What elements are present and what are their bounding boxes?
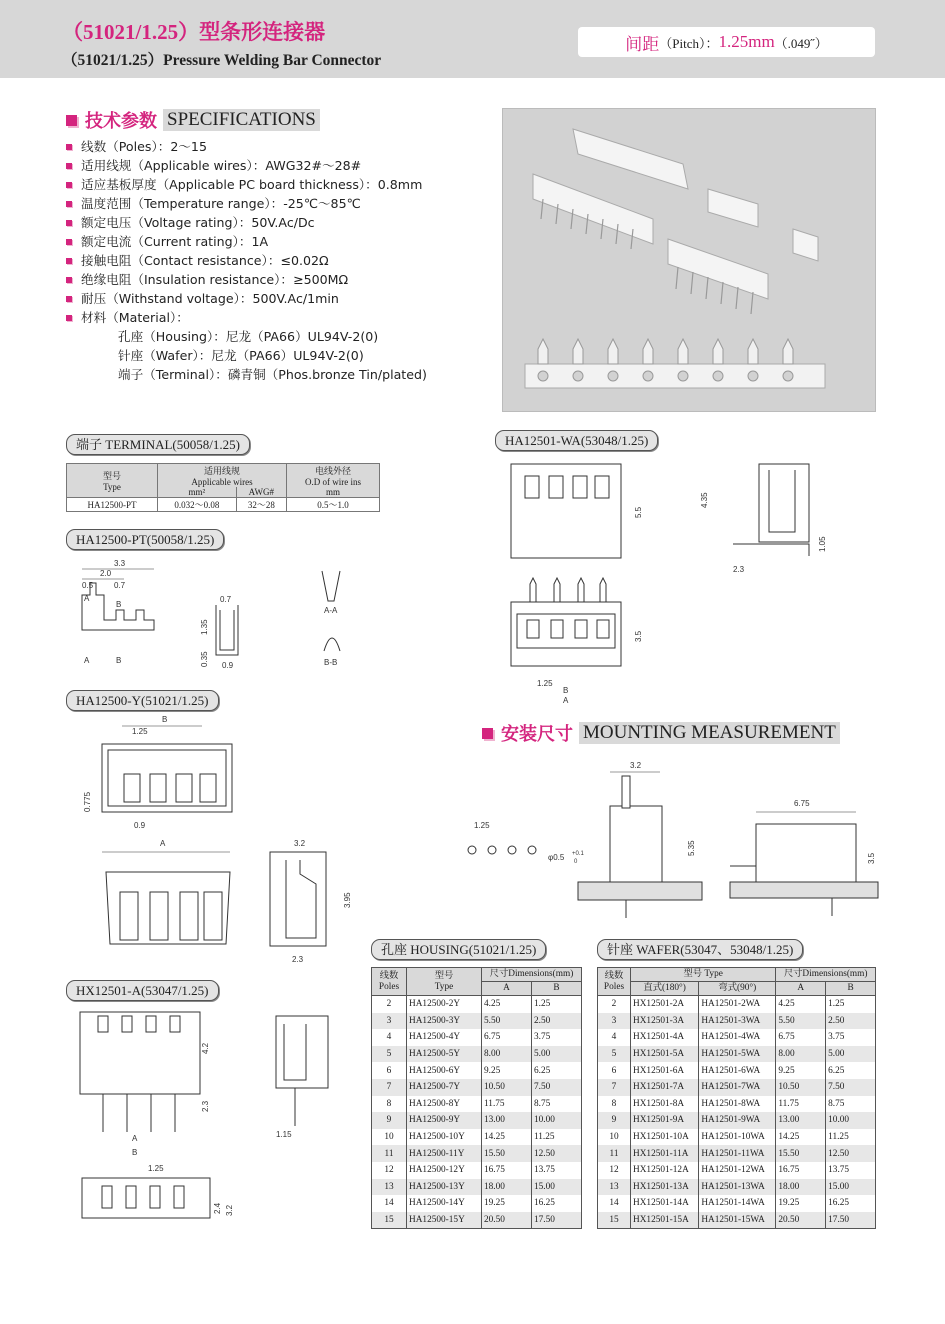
table-cell: HA12501-15WA — [699, 1212, 776, 1229]
th-type-en: Type — [434, 981, 454, 992]
spec-item — [66, 251, 427, 270]
th-poles-en: Poles — [378, 981, 400, 992]
spec-item — [66, 137, 427, 156]
td-mm: 0.032～0.08 — [158, 498, 237, 512]
dim-y-0-775: 0.775 — [83, 791, 92, 812]
td-od: 0.5～1.0 — [287, 498, 380, 512]
th-poles-cn: 线数 — [604, 970, 624, 981]
table-row — [372, 1013, 582, 1030]
table-cell: 10 — [598, 1129, 631, 1146]
th-type-cn: 型号 — [434, 970, 454, 981]
table-cell: HX12501-3A — [631, 1013, 699, 1030]
mounting-title-cn: 安装尺寸 — [501, 724, 573, 744]
spec-item — [66, 213, 427, 232]
dim-y-b: B — [162, 715, 168, 724]
table-cell: 5 — [372, 1046, 407, 1063]
table-cell: HA12500-8Y — [407, 1096, 482, 1113]
dim-pt-0-9: 0.9 — [222, 661, 234, 670]
table-row — [372, 1212, 582, 1229]
material-item: 端子（Terminal）：磷青铜（Phos.bronze Tin/plated) — [118, 367, 427, 382]
table-row — [598, 1179, 876, 1196]
spec-item — [66, 232, 427, 251]
table-cell: HA12500-9Y — [407, 1112, 482, 1129]
dim-wa-2-3: 2.3 — [733, 565, 745, 574]
th-od-cn: 电线外径 — [314, 466, 351, 476]
table-cell: 11.75 — [776, 1096, 826, 1113]
table-cell: HX12501-11A — [631, 1145, 699, 1162]
wafer-table-body — [598, 996, 876, 1229]
table-row — [598, 1112, 876, 1129]
table-cell: HA12500-15Y — [407, 1212, 482, 1229]
table-cell: 13 — [372, 1179, 407, 1196]
th-wire-en: Applicable wires — [191, 477, 253, 487]
dim-a-b: B — [132, 1148, 138, 1157]
table-cell: 19.25 — [482, 1195, 532, 1212]
table-row — [372, 1062, 582, 1079]
spec-item — [66, 194, 427, 213]
table-cell: 20.50 — [482, 1212, 532, 1229]
th-od-mm: mm — [287, 487, 380, 498]
table-cell: 10 — [372, 1129, 407, 1146]
spec-text: 额定电流（Current rating）：1A — [81, 234, 269, 249]
table-cell: HA12500-14Y — [407, 1195, 482, 1212]
table-cell: HX12501-2A — [631, 996, 699, 1013]
table-cell: 9.25 — [482, 1062, 532, 1079]
th-wire-cn: 适用线规 — [203, 466, 240, 476]
dim-pt-0-5: 0.5 — [82, 581, 94, 590]
th-od-en: O.D of wire ins — [305, 477, 361, 487]
th-dimensions: 尺寸Dimensions(mm) — [482, 968, 582, 982]
table-cell: HA12501-14WA — [699, 1195, 776, 1212]
wafer-table — [597, 967, 876, 1229]
specs-title-cn: 技术参数 — [85, 111, 157, 131]
dim-pt-b2: B — [116, 656, 122, 665]
spec-text: 额定电压（Voltage rating）：50V.Ac/Dc — [81, 215, 315, 230]
table-cell: 13.00 — [482, 1112, 532, 1129]
dim-pt-b1: B — [116, 600, 122, 609]
table-row — [598, 1129, 876, 1146]
table-cell: 11.25 — [531, 1129, 581, 1146]
section-bullet-icon — [66, 115, 77, 126]
table-cell: 15.00 — [826, 1179, 876, 1196]
table-cell: 12 — [372, 1162, 407, 1179]
terminal-table — [66, 463, 380, 512]
table-cell: HA12501-10WA — [699, 1129, 776, 1146]
table-cell: 8.00 — [482, 1046, 532, 1063]
table-cell: 13.75 — [826, 1162, 876, 1179]
table-cell: HA12501-6WA — [699, 1062, 776, 1079]
th-poles-cn: 线数 — [379, 970, 399, 981]
table-cell: 5.00 — [826, 1046, 876, 1063]
table-cell: 9 — [372, 1112, 407, 1129]
mounting-title-en: MOUNTING MEASUREMENT — [579, 722, 840, 744]
table-cell: 17.50 — [826, 1212, 876, 1229]
dim-y-1-25: 1.25 — [132, 727, 148, 736]
dim-a-4-2: 4.2 — [201, 1042, 210, 1054]
dim-a-3-2: 3.2 — [225, 1204, 234, 1216]
table-cell: HA12501-7WA — [699, 1079, 776, 1096]
table-cell: HX12501-5A — [631, 1046, 699, 1063]
table-cell: 2 — [372, 996, 407, 1013]
spec-text: 耐压（Withstand voltage）：500V.Ac/1min — [81, 291, 339, 306]
table-cell: 9 — [598, 1112, 631, 1129]
pt-drawing — [66, 555, 376, 675]
table-cell: HA12500-10Y — [407, 1129, 482, 1146]
table-row — [372, 1112, 582, 1129]
td-type: HA12500-PT — [67, 498, 158, 512]
dim-a-2-3: 2.3 — [201, 1100, 210, 1112]
table-cell: HA12500-7Y — [407, 1079, 482, 1096]
th-mm: mm² — [158, 487, 237, 498]
table-cell: 8.75 — [531, 1096, 581, 1113]
pitch-box — [578, 27, 875, 57]
wa-drawing — [495, 452, 875, 704]
dim-wa-3-5: 3.5 — [634, 630, 643, 642]
bullet-icon — [66, 163, 72, 169]
bullet-icon — [66, 258, 72, 264]
table-cell: 3.75 — [826, 1029, 876, 1046]
table-row — [598, 1145, 876, 1162]
table-row — [598, 1162, 876, 1179]
th-b: B — [531, 982, 581, 996]
table-cell: 1.25 — [826, 996, 876, 1013]
table-cell: 20.50 — [776, 1212, 826, 1229]
spec-text: 接触电阻（Contact resistance）：≤0.02Ω — [81, 253, 329, 268]
table-row — [372, 996, 582, 1013]
wafer-label: 针座 WAFER(53047、53048/1.25) — [597, 939, 803, 960]
table-cell: 7 — [372, 1079, 407, 1096]
table-row — [372, 1079, 582, 1096]
table-cell: 6.25 — [531, 1062, 581, 1079]
dim-pt-aa: A-A — [324, 606, 338, 615]
table-cell: HX12501-14A — [631, 1195, 699, 1212]
table-row — [372, 1029, 582, 1046]
dim-y-3-95: 3.95 — [343, 892, 352, 908]
table-cell: 11.25 — [826, 1129, 876, 1146]
page-title-en: （51021/1.25）Pressure Welding Bar Connector — [62, 52, 382, 69]
table-row — [598, 1212, 876, 1229]
table-cell: 13.00 — [776, 1112, 826, 1129]
dim-wa-5-5: 5.5 — [634, 506, 643, 518]
table-cell: 12.50 — [826, 1145, 876, 1162]
terminal-label: 端子 TERMINAL(50058/1.25) — [66, 434, 250, 455]
dim-pt-0-7b: 0.7 — [220, 595, 232, 604]
dim-pt-a1: A — [84, 594, 90, 603]
dim-m-tol-up: +0.1 — [572, 851, 584, 857]
a-drawing — [70, 1004, 370, 1220]
spec-item — [66, 175, 427, 194]
table-cell: HX12501-6A — [631, 1062, 699, 1079]
table-cell: 16.25 — [531, 1195, 581, 1212]
table-cell: 4.25 — [776, 996, 826, 1013]
housing-label: 孔座 HOUSING(51021/1.25) — [371, 939, 546, 960]
table-cell: 11.75 — [482, 1096, 532, 1113]
table-row — [598, 1062, 876, 1079]
table-cell: 18.00 — [482, 1179, 532, 1196]
pitch-inch: （.049˝） — [774, 35, 828, 51]
table-cell: 14.25 — [776, 1129, 826, 1146]
th-angle: 弯式(90°) — [699, 982, 776, 996]
table-cell: 18.00 — [776, 1179, 826, 1196]
dim-a-1-25: 1.25 — [148, 1164, 164, 1173]
dim-pt-1-35: 1.35 — [200, 619, 209, 635]
table-cell: 16.75 — [776, 1162, 826, 1179]
th-poles-en: Poles — [603, 981, 625, 992]
table-cell: HA12500-13Y — [407, 1179, 482, 1196]
table-cell: 17.50 — [531, 1212, 581, 1229]
table-cell: HX12501-15A — [631, 1212, 699, 1229]
table-cell: 7.50 — [531, 1079, 581, 1096]
pitch-value: 1.25mm — [718, 32, 775, 51]
table-row — [372, 1179, 582, 1196]
pitch-en: （Pitch）： — [659, 35, 719, 51]
table-cell: HA12500-2Y — [407, 996, 482, 1013]
table-cell: 8 — [372, 1096, 407, 1113]
dim-wa-1-25: 1.25 — [537, 679, 553, 688]
a-label: HX12501-A(53047/1.25) — [66, 980, 219, 1001]
table-cell: 15.00 — [531, 1179, 581, 1196]
spec-item — [66, 308, 427, 327]
table-cell: HA12501-8WA — [699, 1096, 776, 1113]
table-cell: 8.75 — [826, 1096, 876, 1113]
table-cell: HX12501-12A — [631, 1162, 699, 1179]
spec-text: 材料（Material）： — [81, 310, 189, 325]
spec-text: 适应基板厚度（Applicable PC board thickness）：0.8mm — [81, 177, 423, 192]
th-straight: 直式(180°) — [631, 982, 699, 996]
table-row — [598, 1029, 876, 1046]
dim-wa-1-05: 1.05 — [818, 536, 827, 552]
table-cell: 6 — [372, 1062, 407, 1079]
specs-title-en: SPECIFICATIONS — [163, 109, 320, 131]
table-cell: 15.50 — [776, 1145, 826, 1162]
table-cell: HX12501-13A — [631, 1179, 699, 1196]
dim-m-6-75: 6.75 — [794, 799, 810, 808]
dim-y-0-9: 0.9 — [134, 821, 146, 830]
th-a: A — [776, 982, 826, 996]
y-label: HA12500-Y(51021/1.25) — [66, 690, 219, 711]
bullet-icon — [66, 239, 72, 245]
spec-item — [66, 270, 427, 289]
dim-wa-4-35: 4.35 — [700, 492, 709, 508]
bullet-icon — [66, 220, 72, 226]
spec-list — [66, 137, 427, 384]
dim-pt-bb: B-B — [324, 658, 338, 667]
bullet-icon — [66, 296, 72, 302]
table-cell: 3 — [598, 1013, 631, 1030]
table-cell: HA12500-4Y — [407, 1029, 482, 1046]
table-cell: HX12501-8A — [631, 1096, 699, 1113]
table-cell: 15.50 — [482, 1145, 532, 1162]
bullet-icon — [66, 144, 72, 150]
table-cell: 12 — [598, 1162, 631, 1179]
th-type-en: Type — [103, 482, 121, 492]
td-awg: 32～28 — [236, 498, 286, 512]
dim-y-2-3: 2.3 — [292, 955, 304, 964]
pitch-label: 间距 — [625, 34, 660, 54]
table-row — [598, 1195, 876, 1212]
table-cell: 13.75 — [531, 1162, 581, 1179]
bullet-icon — [66, 315, 72, 321]
table-cell: 9.25 — [776, 1062, 826, 1079]
table-cell: 12.50 — [531, 1145, 581, 1162]
table-cell: HA12500-11Y — [407, 1145, 482, 1162]
table-cell: 2.50 — [826, 1013, 876, 1030]
material-item: 针座（Wafer）：尼龙（PA66）UL94V-2(0) — [118, 348, 364, 363]
spec-item — [66, 156, 427, 175]
table-cell: 10.50 — [482, 1079, 532, 1096]
th-a: A — [482, 982, 532, 996]
table-cell: 4.25 — [482, 996, 532, 1013]
wa-label: HA12501-WA(53048/1.25) — [495, 430, 658, 451]
bullet-icon — [66, 182, 72, 188]
table-cell: HA12501-11WA — [699, 1145, 776, 1162]
table-cell: 3.75 — [531, 1029, 581, 1046]
spec-text: 适用线规（Applicable wires）：AWG32#～28# — [81, 158, 362, 173]
pt-label: HA12500-PT(50058/1.25) — [66, 529, 224, 550]
bullet-icon — [66, 277, 72, 283]
specs-heading — [66, 107, 320, 133]
table-cell: 14.25 — [482, 1129, 532, 1146]
dim-m-tol-dn: 0 — [574, 859, 578, 865]
table-cell: HA12500-12Y — [407, 1162, 482, 1179]
table-cell: HA12501-4WA — [699, 1029, 776, 1046]
table-row — [372, 1129, 582, 1146]
table-cell: 1.25 — [531, 996, 581, 1013]
table-cell: 13 — [598, 1179, 631, 1196]
table-cell: 11 — [598, 1145, 631, 1162]
table-cell: 5.50 — [482, 1013, 532, 1030]
table-cell: 5.00 — [531, 1046, 581, 1063]
table-cell: HA12500-6Y — [407, 1062, 482, 1079]
table-row — [372, 1046, 582, 1063]
table-cell: 16.25 — [826, 1195, 876, 1212]
table-cell: 11 — [372, 1145, 407, 1162]
dim-m-3-2: 3.2 — [630, 761, 642, 770]
table-cell: 19.25 — [776, 1195, 826, 1212]
table-cell: 15 — [598, 1212, 631, 1229]
table-cell: 10.00 — [826, 1112, 876, 1129]
product-photo-drawing — [503, 109, 875, 411]
table-cell: 6 — [598, 1062, 631, 1079]
table-row — [598, 996, 876, 1013]
table-cell: 8.00 — [776, 1046, 826, 1063]
table-cell: 4 — [598, 1029, 631, 1046]
dim-y-3-2: 3.2 — [294, 839, 306, 848]
dim-pt-0-35: 0.35 — [200, 651, 209, 667]
th-type-cn: 型号 — [102, 471, 121, 481]
table-row — [372, 1096, 582, 1113]
table-cell: 14 — [372, 1195, 407, 1212]
table-cell: HX12501-7A — [631, 1079, 699, 1096]
dim-m-5-35: 5.35 — [687, 840, 696, 856]
material-item: 孔座（Housing）：尼龙（PA66）UL94V-2(0) — [118, 329, 379, 344]
table-cell: 15 — [372, 1212, 407, 1229]
table-cell: 7 — [598, 1079, 631, 1096]
table-cell: HA12501-5WA — [699, 1046, 776, 1063]
table-row — [598, 1079, 876, 1096]
table-row — [598, 1046, 876, 1063]
table-cell: 6.75 — [482, 1029, 532, 1046]
spec-text: 绝缘电阻（Insulation resistance）：≥500MΩ — [81, 272, 349, 287]
mounting-heading — [482, 720, 840, 746]
th-dimensions: 尺寸Dimensions(mm) — [776, 968, 876, 982]
dim-m-1-25: 1.25 — [474, 821, 490, 830]
table-cell: HA12501-3WA — [699, 1013, 776, 1030]
section-bullet-icon — [482, 728, 493, 739]
table-cell: 3 — [372, 1013, 407, 1030]
table-cell: HA12501-2WA — [699, 996, 776, 1013]
spec-text: 温度范围（Temperature range）：-25℃～85℃ — [81, 196, 361, 211]
dim-pt-3-3: 3.3 — [114, 559, 126, 568]
table-row — [598, 1013, 876, 1030]
table-cell: 5 — [598, 1046, 631, 1063]
dim-wa-a: A — [563, 696, 569, 704]
dim-a-2-4: 2.4 — [213, 1202, 222, 1214]
housing-table — [371, 967, 582, 1229]
dim-pt-2-0: 2.0 — [100, 569, 112, 578]
table-cell: 8 — [598, 1096, 631, 1113]
table-row — [372, 1162, 582, 1179]
table-cell: HX12501-10A — [631, 1129, 699, 1146]
table-cell: HX12501-9A — [631, 1112, 699, 1129]
table-cell: HA12501-9WA — [699, 1112, 776, 1129]
table-row — [372, 1145, 582, 1162]
table-cell: 6.25 — [826, 1062, 876, 1079]
product-photo — [502, 108, 876, 412]
table-cell: 7.50 — [826, 1079, 876, 1096]
table-cell: HA12501-13WA — [699, 1179, 776, 1196]
y-drawing — [80, 712, 380, 968]
dim-m-phi: φ0.5 — [548, 853, 565, 862]
housing-table-body — [372, 996, 582, 1229]
table-cell: 2 — [598, 996, 631, 1013]
table-cell: 10.50 — [776, 1079, 826, 1096]
bullet-icon — [66, 201, 72, 207]
table-cell: HA12500-5Y — [407, 1046, 482, 1063]
mounting-drawing — [460, 756, 880, 928]
table-cell: HA12501-12WA — [699, 1162, 776, 1179]
table-cell: 5.50 — [776, 1013, 826, 1030]
table-cell: 2.50 — [531, 1013, 581, 1030]
dim-wa-b: B — [563, 686, 569, 695]
th-type: 型号 Type — [631, 968, 776, 982]
dim-a-a: A — [132, 1134, 138, 1143]
dim-a-1-15: 1.15 — [276, 1130, 292, 1139]
dim-pt-a2: A — [84, 656, 90, 665]
spec-text: 线数（Poles）：2～15 — [81, 139, 207, 154]
dim-pt-0-7: 0.7 — [114, 581, 126, 590]
table-cell: 10.00 — [531, 1112, 581, 1129]
table-cell: 6.75 — [776, 1029, 826, 1046]
table-row — [598, 1096, 876, 1113]
dim-y-a: A — [160, 839, 166, 848]
table-cell: HX12501-4A — [631, 1029, 699, 1046]
page-title-cn: （51021/1.25）型条形连接器 — [62, 20, 326, 44]
table-cell: 14 — [598, 1195, 631, 1212]
dim-m-3-5: 3.5 — [867, 852, 876, 864]
spec-item — [66, 289, 427, 308]
table-cell: 16.75 — [482, 1162, 532, 1179]
table-cell: 4 — [372, 1029, 407, 1046]
table-row — [372, 1195, 582, 1212]
th-awg: AWG# — [236, 487, 286, 498]
th-b: B — [826, 982, 876, 996]
table-cell: HA12500-3Y — [407, 1013, 482, 1030]
